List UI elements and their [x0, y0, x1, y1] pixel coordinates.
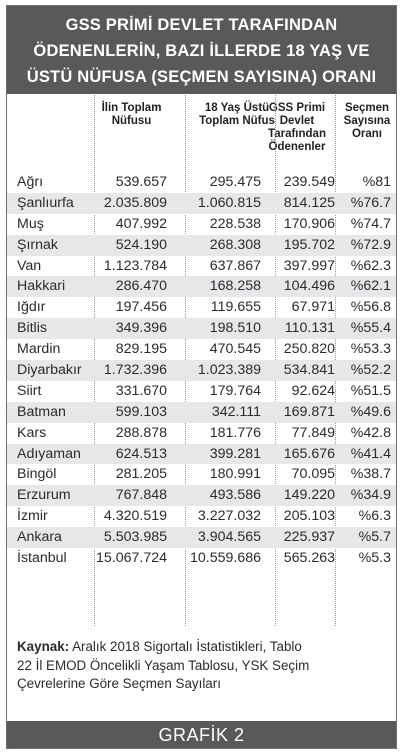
table-row [7, 297, 396, 318]
cell-gss: 195.702 [283, 236, 335, 253]
cell-nufus: 407.992 [115, 215, 167, 232]
cell-ustu18: 470.545 [209, 341, 261, 358]
cell-oran: %76.7 [350, 194, 391, 211]
cell-gss: 239.549 [283, 174, 335, 190]
cell-nufus: 524.190 [115, 236, 167, 253]
cell-oran: %41.4 [350, 445, 391, 462]
cell-gss: 104.496 [283, 278, 335, 295]
source-label: Kaynak: [17, 639, 70, 654]
table-row [7, 381, 396, 402]
cell-oran: %62.3 [350, 257, 391, 274]
cell-nufus: 539.657 [115, 174, 167, 190]
cell-gss: 169.871 [283, 403, 335, 420]
cell-nufus: 197.456 [115, 299, 167, 316]
cell-nufus: 2.035.809 [103, 194, 167, 211]
cell-gss: 814.125 [283, 194, 335, 211]
header-text: Toplam Nüfus [199, 115, 275, 127]
cell-nufus: 829.195 [115, 341, 167, 358]
cell-ustu18: 1.060.815 [197, 194, 261, 211]
cell-gss: 110.131 [284, 320, 335, 337]
header-text: GSS Primi [268, 102, 326, 114]
table-row [7, 527, 396, 548]
source-text-line-3: Çevrelerine Göre Seçmen Sayıları [17, 676, 221, 691]
cell-ustu18: 295.475 [209, 174, 261, 190]
table-row [7, 423, 396, 444]
header-text: Oranı [351, 128, 383, 140]
cell-gss: 534.841 [283, 362, 335, 379]
source-note [17, 638, 389, 694]
cell-oran: %5.3 [358, 550, 391, 567]
cell-oran: %6.3 [358, 508, 391, 525]
cell-il: Mardin [17, 341, 61, 358]
table-row [7, 444, 396, 465]
cell-il: Bingöl [17, 466, 57, 483]
cell-il: Adıyaman [17, 445, 81, 462]
cell-ustu18: 399.281 [209, 445, 261, 462]
cell-ustu18: 493.586 [209, 487, 261, 504]
header-text: İlin Toplam [101, 102, 162, 114]
table-row [7, 235, 396, 256]
cell-il: Batman [17, 403, 66, 420]
title-line-1: GSS PRİMİ DEVLET TARAFINDAN [65, 16, 338, 34]
cell-ustu18: 179.764 [209, 382, 261, 399]
cell-ustu18: 180.991 [209, 466, 261, 483]
cell-oran: %72.9 [350, 236, 391, 253]
cell-nufus: 624.513 [115, 445, 167, 462]
cell-oran: %55.4 [350, 320, 391, 337]
header-text: 18 Yaş Üstü [204, 102, 270, 114]
cell-nufus: 4.320.519 [103, 508, 167, 525]
table-row [7, 214, 396, 235]
title-line-2: ÖDENENLERİN, BAZI İLLERDE 18 YAŞ VE [33, 42, 370, 60]
table-row [7, 464, 396, 485]
cell-gss: 250.820 [283, 341, 335, 358]
cell-il: Iğdır [17, 299, 46, 316]
cell-il: Ankara [17, 529, 62, 546]
cell-oran: %53.3 [350, 341, 391, 358]
cell-ustu18: 3.904.565 [197, 529, 261, 546]
cell-gss: 397.997 [283, 257, 335, 274]
cell-gss: 225.937 [283, 529, 335, 546]
cell-oran: %51.5 [350, 382, 391, 399]
table-row [7, 402, 396, 423]
table-row [7, 256, 396, 277]
table-row [7, 548, 396, 569]
cell-il: Şırnak [17, 236, 59, 253]
cell-gss: 565.263 [283, 550, 335, 567]
cell-ustu18: 10.559.686 [189, 550, 261, 567]
header-text: Devlet [279, 115, 315, 127]
cell-nufus: 349.396 [115, 320, 167, 337]
header-text: Tarafından [268, 128, 326, 140]
cell-ustu18: 228.538 [209, 215, 261, 232]
cell-il: Şanlıurfa [17, 194, 74, 211]
cell-nufus: 1.123.784 [103, 257, 167, 274]
table-row [7, 276, 396, 297]
source-text-line-2: 22 İl EMOD Öncelikli Yaşam Tablosu, YSK Seçim [17, 657, 310, 673]
cell-gss: 149.220 [283, 487, 335, 504]
table-row [7, 339, 396, 360]
table-row [7, 360, 396, 381]
header-il-toplam-nufus [89, 102, 174, 128]
cell-gss: 165.676 [283, 445, 335, 462]
cell-gss: 77.849 [291, 424, 335, 441]
cell-gss: 92.624 [291, 382, 335, 399]
cell-il: Bitlis [17, 320, 47, 337]
cell-il: İzmir [17, 508, 48, 525]
table-row [7, 506, 396, 527]
cell-il: Ağrı [17, 174, 44, 190]
header-text: Sayısına [343, 115, 391, 127]
cell-oran: %5.7 [358, 529, 391, 546]
table-row [7, 318, 396, 339]
infographic-title [7, 6, 396, 94]
cell-nufus: 1.732.396 [103, 362, 167, 379]
cell-ustu18: 1.023.389 [197, 362, 261, 379]
cell-il: Van [17, 257, 42, 274]
cell-il: İstanbul [17, 550, 67, 567]
cell-nufus: 767.848 [115, 487, 167, 504]
cell-nufus: 331.670 [115, 382, 167, 399]
figure-label: GRAFİK 2 [7, 721, 396, 748]
cell-oran: %52.2 [350, 362, 391, 379]
cell-gss: 67.971 [291, 299, 335, 316]
header-text: Ödenenler [268, 141, 326, 153]
cell-il: Siirt [17, 382, 42, 399]
cell-nufus: 599.103 [115, 403, 167, 420]
table-body [7, 172, 396, 569]
cell-oran: %42.8 [350, 424, 391, 441]
cell-gss: 170.906 [283, 215, 335, 232]
title-line-3: ÜSTÜ NÜFUSA (SEÇMEN SAYISINA) ORANI [26, 68, 377, 86]
cell-gss: 70.095 [291, 466, 335, 483]
cell-ustu18: 3.227.032 [197, 508, 261, 525]
cell-il: Muş [17, 215, 44, 232]
cell-il: Kars [17, 424, 47, 441]
cell-oran: %34.9 [350, 487, 391, 504]
cell-nufus: 286.470 [115, 278, 167, 295]
cell-nufus: 288.878 [115, 424, 167, 441]
cell-ustu18: 168.258 [209, 278, 261, 295]
cell-oran: %49.6 [350, 403, 391, 420]
cell-nufus: 5.503.985 [103, 529, 167, 546]
cell-il: Hakkari [17, 278, 66, 295]
cell-ustu18: 181.776 [209, 424, 261, 441]
cell-nufus: 15.067.724 [95, 550, 167, 567]
cell-ustu18: 342.111 [211, 403, 261, 420]
cell-oran: %62.1 [350, 278, 391, 295]
header-text: Nüfusu [111, 115, 152, 127]
table-row [7, 172, 396, 193]
table-row [7, 193, 396, 214]
table-row [7, 485, 396, 506]
cell-ustu18: 268.308 [209, 236, 261, 253]
header-secmen-orani [339, 102, 395, 141]
cell-il: Diyarbakır [17, 362, 82, 379]
header-text: Seçmen [344, 102, 390, 114]
cell-gss: 205.103 [283, 508, 335, 525]
cell-ustu18: 637.867 [209, 257, 261, 274]
cell-oran: %38.7 [350, 466, 391, 483]
cell-nufus: 281.205 [115, 466, 167, 483]
cell-oran: %56.8 [350, 299, 391, 316]
infographic-card [6, 5, 397, 749]
cell-oran: %74.7 [350, 215, 391, 232]
cell-oran: %81 [362, 174, 391, 190]
cell-ustu18: 198.510 [209, 320, 261, 337]
cell-ustu18: 119.655 [210, 299, 261, 316]
cell-il: Erzurum [17, 487, 71, 504]
table-header [7, 95, 396, 173]
source-text-line-1: Aralık 2018 Sigortalı İstatistikleri, Tablo [69, 639, 302, 654]
